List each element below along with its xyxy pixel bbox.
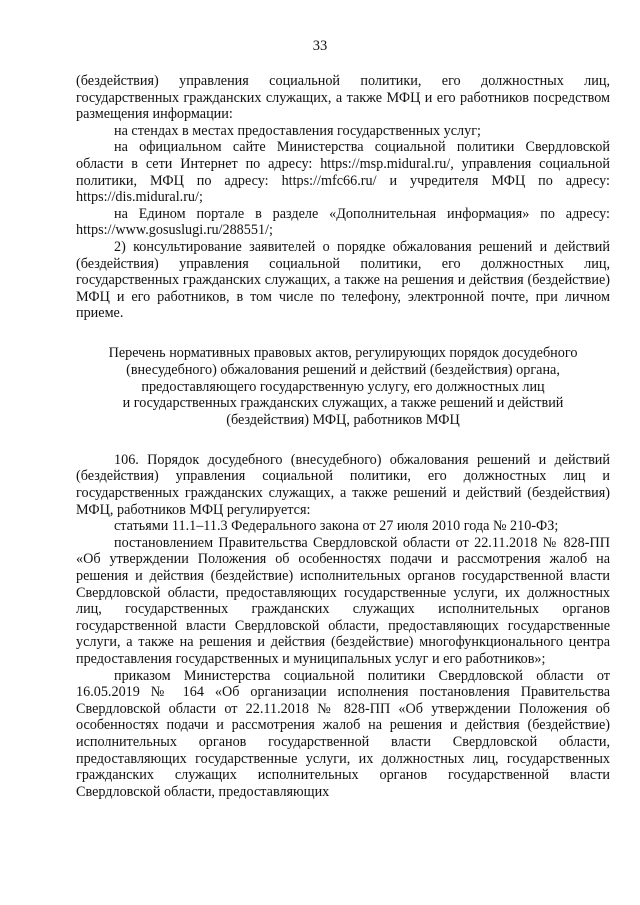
section-heading — [76, 345, 610, 429]
heading-line: предоставляющего государственную услугу, его должностных лиц — [141, 378, 545, 395]
paragraph: приказом Министерства социальной политики Свердловской области от 16.05.2019 № 164 «Об организации исполнения постановления Правительства Свердловской области от 22.11.2018 № 828-ПП «Об утверждении Положения об особенностях подачи и рассмотрения жалоб на решения и действия (бездействие) исполнительных органов государственной власти Свердловской области, предоставляющих государственные услуги, их должностных лиц, государственных гражданских служащих исполнительных органов государственной власти Свердловской области, предоставляющих — [76, 667, 610, 800]
heading-line: (бездействия) МФЦ, работников МФЦ — [226, 412, 460, 429]
paragraph: на Едином портале в разделе «Дополнительная информация» по адресу: https://www.gosuslugi.ru/288551/; — [76, 205, 610, 239]
document-body — [76, 73, 610, 800]
heading-line: Перечень нормативных правовых актов, регулирующих порядок досудебного — [108, 344, 578, 361]
paragraph: статьями 11.1–11.3 Федерального закона от 27 июля 2010 года № 210-ФЗ; — [114, 518, 559, 535]
paragraph: постановлением Правительства Свердловской области от 22.11.2018 № 828-ПП «Об утверждении Положения об особенностях подачи и рассмотрения жалоб на решения и действия (бездействие) исполнительных органов государственной власти Свердловской области, предоставляющих государственные услуги, их должностных лиц, государственных гражданских служащих исполнительных органов государственной власти Свердловской области, предоставляющих государственные услуги, а также на решения и действия (бездействие) многофункционального центра предоставления государственных и муниципальных услуг и его работников»; — [76, 534, 610, 668]
heading-line: и государственных гражданских служащих, а также решений и действий — [122, 395, 564, 412]
paragraph: на официальном сайте Министерства социальной политики Свердловской области в сети Интернет по адресу: https://msp.midural.ru/, управления социальной политики, МФЦ по адресу: https://mfc66.ru/ и учредителя МФЦ по адресу: https://dis.midural.ru/; — [76, 139, 610, 206]
paragraph: (бездействия) управления социальной политики, его должностных лиц, государственных гражданских служащих, а также МФЦ и его работников посредством размещения информации: — [76, 73, 610, 123]
page-number: 33 — [312, 38, 328, 54]
heading-line: (внесудебного) обжалования решений и действий (бездействия) органа, — [126, 361, 560, 378]
paragraph: 2) консультирование заявителей о порядке обжалования решений и действий (бездействия) управления социальной политики, его должностных лиц, государственных гражданских служащих, а также на решения и действия (бездействие) МФЦ и его работников, в том числе по телефону, электронной почте, при личном приеме. — [76, 238, 610, 322]
paragraph: на стендах в местах предоставления государственных услуг; — [114, 122, 481, 139]
paragraph: 106. Порядок досудебного (внесудебного) обжалования решений и действий (бездействия) управления социальной политики, его должностных лиц и государственных гражданских служащих, а также решений и действий (бездействия) МФЦ, работников МФЦ регулируется: — [76, 451, 610, 518]
